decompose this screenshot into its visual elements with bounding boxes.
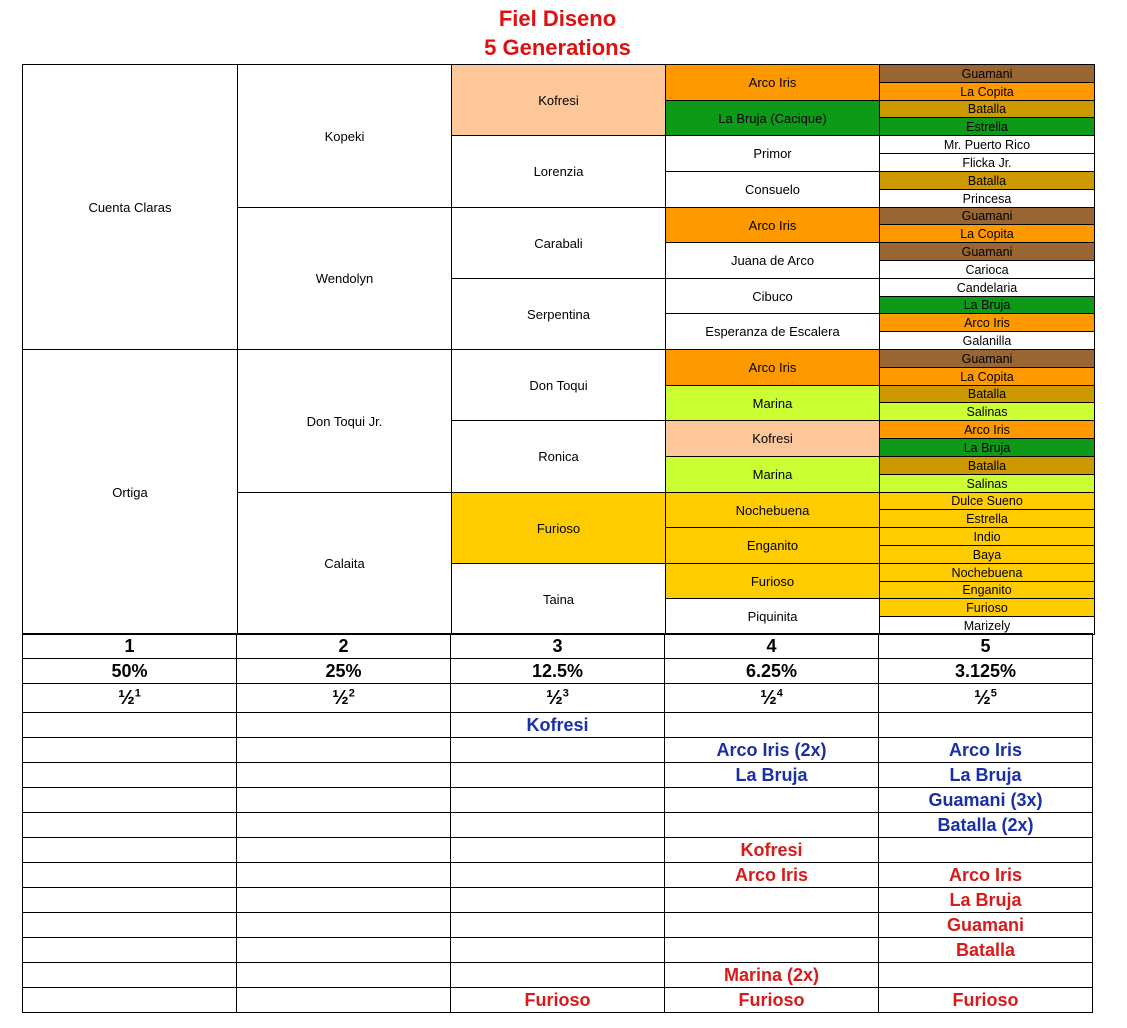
ancestor-summary-row xyxy=(23,788,1093,813)
pedigree-gen5-horse: La Bruja xyxy=(879,438,1095,457)
ancestor-summary-row xyxy=(23,813,1093,838)
pedigree-gen5-horse: Princesa xyxy=(879,189,1095,208)
pedigree-gen5-horse: Arco Iris xyxy=(879,420,1095,439)
pedigree-gen5-horse: Salinas xyxy=(879,474,1095,493)
ancestor-summary-cell xyxy=(23,763,237,788)
ancestor-summary-row xyxy=(23,763,1093,788)
pedigree-gen1-horse: Cuenta Claras xyxy=(22,64,238,350)
blood-fraction xyxy=(665,684,879,713)
fraction-base: ½ xyxy=(546,686,563,709)
ancestor-summary-cell: Batalla xyxy=(879,938,1093,963)
fraction-exponent: 3 xyxy=(562,686,569,699)
pedigree-gen5-horse: Baya xyxy=(879,545,1095,564)
ancestor-summary-cell: Furioso xyxy=(451,988,665,1013)
ancestor-summary-row xyxy=(23,888,1093,913)
ancestor-summary-cell xyxy=(23,963,237,988)
blood-percent: 6.25% xyxy=(665,659,879,684)
fraction-base: ½ xyxy=(118,686,135,709)
pedigree-gen2-horse: Wendolyn xyxy=(237,207,452,350)
ancestor-summary-cell: Kofresi xyxy=(665,838,879,863)
pedigree-gen4-horse: Enganito xyxy=(665,527,880,564)
pedigree-gen4-horse: Arco Iris xyxy=(665,64,880,101)
ancestor-summary-cell: Marina (2x) xyxy=(665,963,879,988)
pedigree-gen5-horse: Guamani xyxy=(879,349,1095,368)
pedigree-gen3-horse: Taina xyxy=(451,563,666,635)
pedigree-gen5-horse: Guamani xyxy=(879,207,1095,225)
pedigree-gen3-horse: Ronica xyxy=(451,420,666,493)
pedigree-chart xyxy=(22,64,1094,634)
fraction-base: ½ xyxy=(974,686,991,709)
ancestor-summary-row xyxy=(23,913,1093,938)
ancestor-summary-cell: Furioso xyxy=(879,988,1093,1013)
ancestor-summary-cell xyxy=(237,988,451,1013)
pedigree-gen4-horse: Piquinita xyxy=(665,598,880,635)
ancestor-summary-cell: La Bruja xyxy=(665,763,879,788)
ancestor-summary-cell xyxy=(879,963,1093,988)
ancestor-summary-cell: Arco Iris xyxy=(879,738,1093,763)
ancestor-summary-cell xyxy=(237,788,451,813)
ancestor-summary-cell xyxy=(451,888,665,913)
pedigree-gen4-horse: Primor xyxy=(665,135,880,172)
generation-number: 2 xyxy=(237,634,451,659)
pedigree-gen5-horse: Galanilla xyxy=(879,331,1095,350)
pedigree-gen5-horse: Guamani xyxy=(879,242,1095,261)
pedigree-gen4-horse: Arco Iris xyxy=(665,349,880,386)
blood-percent: 50% xyxy=(23,659,237,684)
ancestor-summary-cell xyxy=(451,863,665,888)
generation-number: 4 xyxy=(665,634,879,659)
pedigree-gen4-horse: Esperanza de Escalera xyxy=(665,313,880,350)
fraction-row xyxy=(23,684,1093,713)
fraction-base: ½ xyxy=(760,686,777,709)
ancestor-summary-cell xyxy=(879,713,1093,738)
ancestor-summary-cell xyxy=(665,913,879,938)
blood-fraction xyxy=(451,684,665,713)
pedigree-gen4-horse: Cibuco xyxy=(665,278,880,314)
ancestor-summary-cell xyxy=(451,838,665,863)
blood-percent: 3.125% xyxy=(879,659,1093,684)
pedigree-gen4-horse: Arco Iris xyxy=(665,207,880,243)
ancestor-summary-cell: Arco Iris xyxy=(879,863,1093,888)
ancestor-summary-cell xyxy=(237,913,451,938)
pedigree-gen2-horse: Calaita xyxy=(237,492,452,635)
generation-number: 1 xyxy=(23,634,237,659)
ancestor-summary-cell xyxy=(23,713,237,738)
pedigree-gen5-horse: Indio xyxy=(879,527,1095,546)
ancestor-summary-row xyxy=(23,988,1093,1013)
ancestor-summary-cell: La Bruja xyxy=(879,888,1093,913)
pedigree-gen3-horse: Serpentina xyxy=(451,278,666,350)
ancestor-summary-cell xyxy=(665,713,879,738)
ancestor-summary-cell xyxy=(23,813,237,838)
pedigree-gen5-horse: La Copita xyxy=(879,367,1095,386)
pedigree-gen3-horse: Lorenzia xyxy=(451,135,666,208)
blood-percent: 25% xyxy=(237,659,451,684)
ancestor-summary-cell xyxy=(451,963,665,988)
ancestor-summary-cell xyxy=(23,913,237,938)
pedigree-gen5-horse: Batalla xyxy=(879,456,1095,475)
ancestor-summary-cell xyxy=(23,788,237,813)
ancestor-summary-cell xyxy=(451,913,665,938)
summary-table xyxy=(22,633,1093,1013)
pedigree-gen5-horse: Flicka Jr. xyxy=(879,153,1095,172)
pedigree-gen4-horse: Marina xyxy=(665,456,880,493)
ancestor-summary-cell xyxy=(23,888,237,913)
ancestor-summary-cell: Batalla (2x) xyxy=(879,813,1093,838)
ancestor-summary-cell: Arco Iris xyxy=(665,863,879,888)
ancestor-summary-cell xyxy=(237,963,451,988)
fraction-exponent: 2 xyxy=(348,686,355,699)
ancestor-summary-cell: Kofresi xyxy=(451,713,665,738)
pedigree-gen5-horse: Salinas xyxy=(879,402,1095,421)
ancestor-summary-cell: Guamani xyxy=(879,913,1093,938)
pedigree-gen4-horse: Consuelo xyxy=(665,171,880,208)
pedigree-gen4-horse: Kofresi xyxy=(665,420,880,457)
pedigree-gen5-horse: Batalla xyxy=(879,171,1095,190)
ancestor-summary-cell xyxy=(23,738,237,763)
pedigree-gen2-horse: Don Toqui Jr. xyxy=(237,349,452,493)
pedigree-gen1-horse: Ortiga xyxy=(22,349,238,635)
ancestor-summary-cell xyxy=(237,838,451,863)
ancestor-summary-cell: La Bruja xyxy=(879,763,1093,788)
ancestor-summary-cell xyxy=(237,863,451,888)
blood-fraction xyxy=(237,684,451,713)
ancestor-summary-row xyxy=(23,963,1093,988)
pedigree-gen4-horse: Furioso xyxy=(665,563,880,599)
ancestor-summary-cell xyxy=(237,738,451,763)
ancestor-summary-cell xyxy=(879,838,1093,863)
ancestor-summary-cell xyxy=(23,988,237,1013)
ancestor-summary-cell: Furioso xyxy=(665,988,879,1013)
percent-row xyxy=(23,659,1093,684)
pedigree-gen3-horse: Furioso xyxy=(451,492,666,564)
ancestor-summary-cell: Guamani (3x) xyxy=(879,788,1093,813)
ancestor-summary-cell xyxy=(665,813,879,838)
pedigree-gen4-horse: Marina xyxy=(665,385,880,421)
pedigree-gen5-horse: Arco Iris xyxy=(879,313,1095,332)
ancestor-summary-cell xyxy=(237,713,451,738)
pedigree-gen5-horse: Mr. Puerto Rico xyxy=(879,135,1095,154)
pedigree-gen4-horse: La Bruja (Cacique) xyxy=(665,100,880,136)
pedigree-gen4-horse: Juana de Arco xyxy=(665,242,880,279)
fraction-exponent: 5 xyxy=(990,686,997,699)
ancestor-summary-cell xyxy=(237,763,451,788)
pedigree-gen5-horse: Dulce Sueno xyxy=(879,492,1095,510)
blood-fraction xyxy=(879,684,1093,713)
ancestor-summary-cell: Arco Iris (2x) xyxy=(665,738,879,763)
generation-number: 3 xyxy=(451,634,665,659)
ancestor-summary-cell xyxy=(237,888,451,913)
ancestor-summary-cell xyxy=(665,938,879,963)
pedigree-gen3-horse: Don Toqui xyxy=(451,349,666,421)
pedigree-gen5-horse: Estrella xyxy=(879,117,1095,136)
ancestor-summary-cell xyxy=(23,863,237,888)
pedigree-gen5-horse: Nochebuena xyxy=(879,563,1095,582)
ancestor-summary-cell xyxy=(665,888,879,913)
blood-percent: 12.5% xyxy=(451,659,665,684)
ancestor-summary-cell xyxy=(451,738,665,763)
ancestor-summary-row xyxy=(23,938,1093,963)
ancestor-summary-cell xyxy=(665,788,879,813)
pedigree-gen5-horse: Carioca xyxy=(879,260,1095,279)
ancestor-summary-row xyxy=(23,738,1093,763)
pedigree-gen5-horse: Guamani xyxy=(879,64,1095,83)
ancestor-summary-row xyxy=(23,713,1093,738)
pedigree-gen5-horse: Marizely xyxy=(879,616,1095,635)
ancestor-summary-cell xyxy=(451,813,665,838)
pedigree-gen5-horse: Furioso xyxy=(879,598,1095,617)
pedigree-gen2-horse: Kopeki xyxy=(237,64,452,208)
pedigree-gen4-horse: Nochebuena xyxy=(665,492,880,528)
ancestor-summary-row xyxy=(23,838,1093,863)
ancestor-summary-cell xyxy=(237,938,451,963)
pedigree-gen5-horse: La Bruja xyxy=(879,296,1095,314)
blood-fraction xyxy=(23,684,237,713)
ancestor-summary-cell xyxy=(23,938,237,963)
ancestor-summary-cell xyxy=(451,938,665,963)
ancestor-summary-cell xyxy=(23,838,237,863)
pedigree-gen5-horse: La Copita xyxy=(879,224,1095,243)
pedigree-gen3-horse: Carabali xyxy=(451,207,666,279)
generation-number: 5 xyxy=(879,634,1093,659)
pedigree-gen5-horse: Batalla xyxy=(879,385,1095,403)
fraction-exponent: 4 xyxy=(776,686,783,699)
ancestor-summary-cell xyxy=(237,813,451,838)
pedigree-gen5-horse: La Copita xyxy=(879,82,1095,101)
pedigree-gen5-horse: Batalla xyxy=(879,100,1095,118)
fraction-exponent: 1 xyxy=(134,686,141,699)
ancestor-summary-cell xyxy=(451,788,665,813)
page-title: Fiel Diseno xyxy=(498,6,617,31)
pedigree-gen3-horse: Kofresi xyxy=(451,64,666,136)
generation-number-row xyxy=(23,634,1093,659)
page-subtitle: 5 Generations xyxy=(484,35,631,60)
ancestor-summary-cell xyxy=(451,763,665,788)
pedigree-gen5-horse: Candelaria xyxy=(879,278,1095,297)
ancestor-summary-row xyxy=(23,863,1093,888)
pedigree-gen5-horse: Enganito xyxy=(879,581,1095,599)
pedigree-gen5-horse: Estrella xyxy=(879,509,1095,528)
fraction-base: ½ xyxy=(332,686,349,709)
